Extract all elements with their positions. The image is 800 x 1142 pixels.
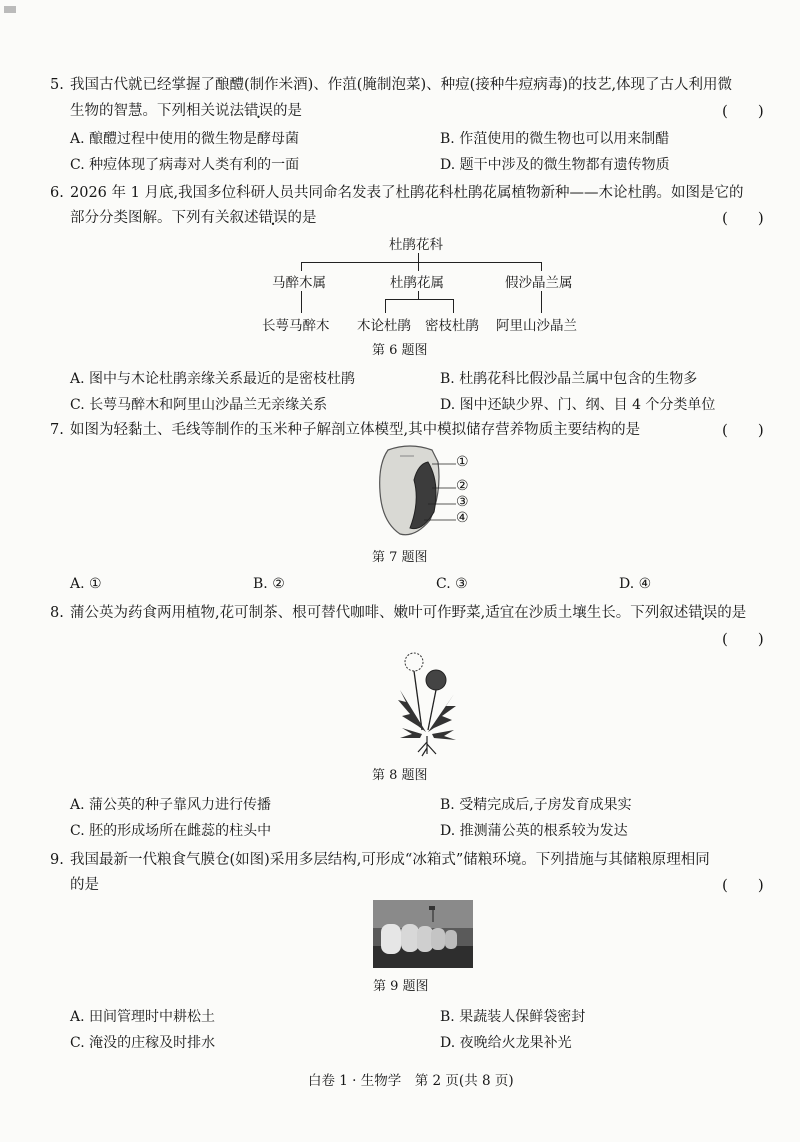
q7-figure-caption: 第 7 题图 [372, 550, 428, 565]
q7-answer-paren: ( ) [722, 421, 764, 439]
q7-option-b: B. ② [253, 576, 285, 592]
tree-genus-node-1: 马醉木属 [272, 275, 326, 291]
q8-option-d: D. 推测蒲公英的根系较为发达 [440, 823, 628, 839]
tree-connector [418, 253, 419, 262]
tree-connector [301, 262, 302, 271]
q9-option-a: A. 田间管理时中耕松土 [70, 1009, 216, 1025]
q5-answer-paren: ( ) [722, 102, 764, 120]
q7-number: 7. [50, 422, 64, 438]
tree-connector [301, 291, 302, 313]
q9-option-d: D. 夜晚给火龙果补光 [440, 1035, 572, 1051]
tree-genus-node-3: 假沙晶兰属 [505, 275, 573, 291]
q9-stem-line1: 我国最新一代粮食气膜仓(如图)采用多层结构,可形成“冰箱式”储粮环境。下列措施与其储粮原理相同 [70, 852, 710, 868]
q9-grain-warehouse-photo [373, 900, 473, 968]
q6-stem-line1: 2026 年 1 月底,我国多位科研人员共同命名发表了杜鹃花科杜鹃花属植物新种——木论杜鹃。如图是它的 [70, 185, 744, 201]
tree-connector [418, 291, 419, 299]
q5-stem-line2: 生物的智慧。下列相关说法错误的是 [70, 103, 302, 119]
q9-stem-line2: 的是 [70, 877, 99, 893]
q5-option-b: B. 作菹使用的微生物也可以用来制醋 [440, 131, 670, 147]
tree-species-node-1: 长萼马醉木 [262, 318, 330, 334]
tree-genus-node-2: 杜鹃花属 [390, 275, 444, 291]
q9-number: 9. [50, 852, 64, 868]
q7-option-c: C. ③ [436, 576, 468, 592]
tree-connector [541, 291, 542, 313]
q5-emphasis: 错误 [244, 103, 273, 119]
q6-option-a: A. 图中与木论杜鹃亲缘关系最近的是密枝杜鹃 [70, 371, 356, 387]
q7-option-a: A. ① [70, 576, 102, 592]
q5-option-d: D. 题干中涉及的微生物都有遗传物质 [440, 157, 670, 173]
q7-label-2: ② [456, 478, 469, 494]
q6-option-d: D. 图中还缺少界、门、纲、目 4 个分类单位 [440, 397, 716, 413]
tree-connector [418, 262, 419, 271]
tree-connector [385, 299, 454, 300]
q7-corn-seed-model-figure [370, 442, 480, 542]
tree-connector [385, 299, 386, 313]
tree-family-node: 杜鹃花科 [389, 237, 443, 253]
q9-option-b: B. 果蔬装人保鲜袋密封 [440, 1009, 586, 1025]
q7-label-3: ③ [456, 494, 469, 510]
q5-option-c: C. 种痘体现了病毒对人类有利的一面 [70, 157, 300, 173]
q8-stem-line1: 蒲公英为药食两用植物,花可制茶、根可替代咖啡、嫩叶可作野菜,适宜在沙质土壤生长。下列叙述错误的是 [70, 605, 747, 621]
q8-answer-paren: ( ) [722, 630, 764, 648]
q9-figure-caption: 第 9 题图 [373, 979, 429, 994]
q6-number: 6. [50, 185, 64, 201]
tree-species-node-2: 木论杜鹃 [357, 318, 411, 334]
tree-species-node-3: 密枝杜鹃 [425, 318, 479, 334]
q6-answer-paren: ( ) [722, 209, 764, 227]
page-footer: 白卷 1 · 生物学 第 2 页(共 8 页) [308, 1073, 514, 1089]
tree-connector [453, 299, 454, 313]
tree-connector [541, 262, 542, 271]
q7-label-1: ① [456, 454, 469, 470]
q7-option-d: D. ④ [619, 576, 652, 592]
q7-label-4: ④ [456, 510, 469, 526]
q6-stem-line2: 部分分类图解。下列有关叙述错误的是 [70, 210, 317, 226]
q8-option-c: C. 胚的形成场所在雌蕊的柱头中 [70, 823, 272, 839]
q9-option-c: C. 淹没的庄稼及时排水 [70, 1035, 216, 1051]
q6-emphasis: 错误 [258, 210, 288, 226]
q5-stem-line1: 我国古代就已经掌握了酿醴(制作米酒)、作菹(腌制泡菜)、种痘(接种牛痘病毒)的技艺,体现了古人利用微 [70, 77, 733, 93]
q5-option-a: A. 酿醴过程中使用的微生物是酵母菌 [70, 131, 300, 147]
q6-option-c: C. 长萼马醉木和阿里山沙晶兰无亲缘关系 [70, 397, 328, 413]
q8-number: 8. [50, 605, 64, 621]
q9-answer-paren: ( ) [722, 876, 764, 894]
q5-number: 5. [50, 77, 64, 93]
q8-dandelion-figure [392, 650, 462, 760]
q6-option-b: B. 杜鹃花科比假沙晶兰属中包含的生物多 [440, 371, 698, 387]
scan-corner-mark [4, 6, 16, 13]
q8-option-a: A. 蒲公英的种子靠风力进行传播 [70, 797, 272, 813]
q6-figure-caption: 第 6 题图 [372, 343, 428, 358]
q8-emphasis: 错误 [688, 605, 718, 621]
q8-option-b: B. 受精完成后,子房发育成果实 [440, 797, 632, 813]
q8-figure-caption: 第 8 题图 [372, 768, 428, 783]
tree-species-node-4: 阿里山沙晶兰 [496, 318, 577, 334]
tree-connector [301, 262, 541, 263]
q7-stem-line1: 如图为轻黏土、毛线等制作的玉米种子解剖立体模型,其中模拟储存营养物质主要结构的是 [70, 422, 641, 438]
